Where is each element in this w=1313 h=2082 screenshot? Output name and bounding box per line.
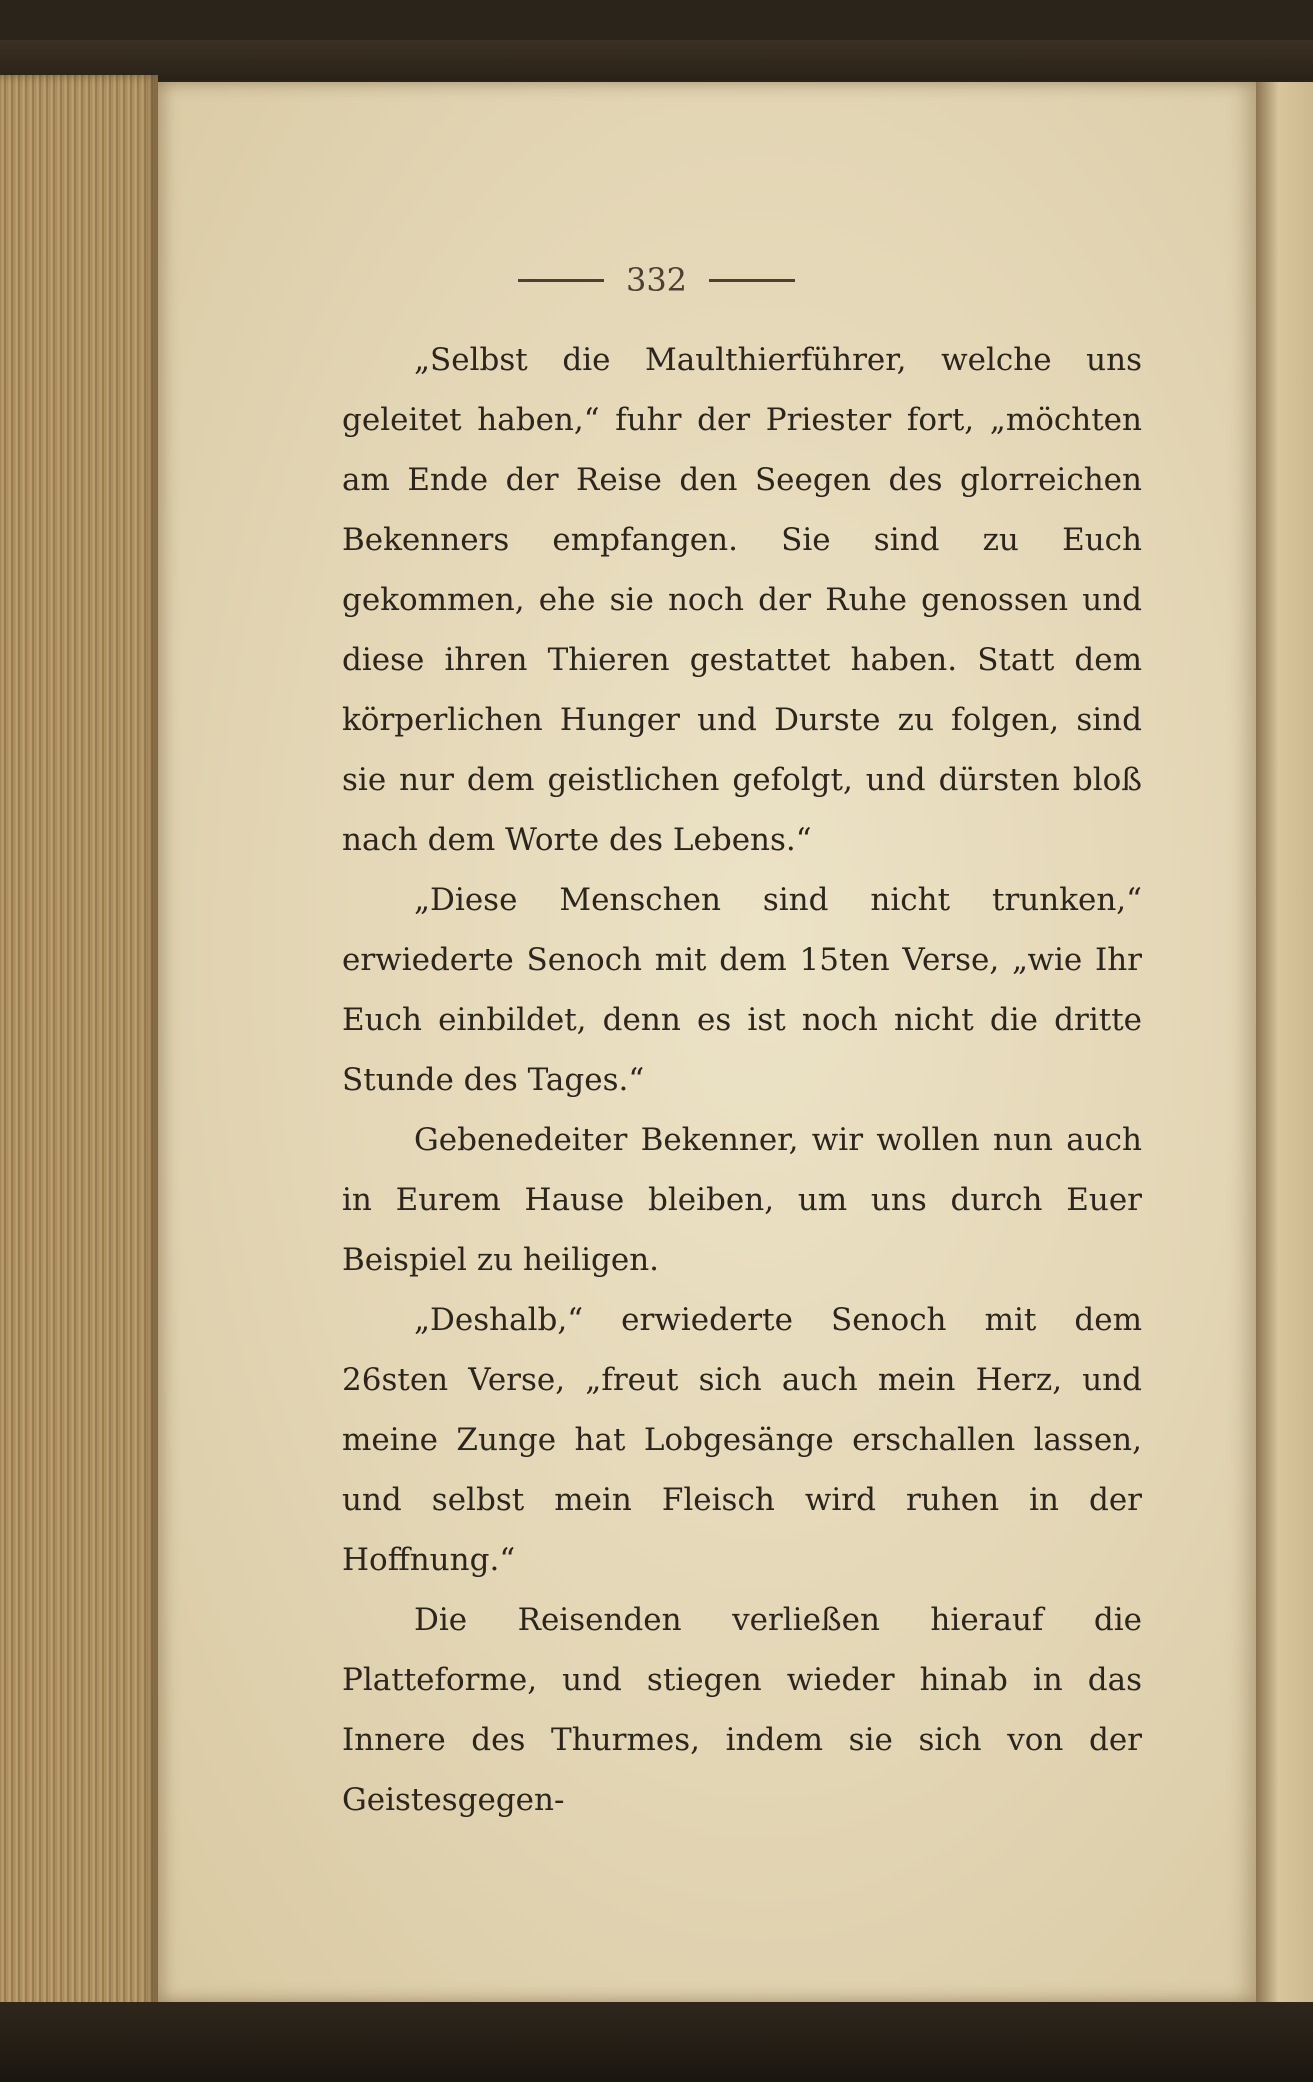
page-text xyxy=(342,330,1142,1830)
book-bottom-edge xyxy=(0,2002,1313,2082)
book-cover-edge xyxy=(0,40,1313,80)
header-rule-left xyxy=(518,279,604,282)
page-gutter xyxy=(1256,82,1313,2002)
paragraph: „Selbst die Maulthierführer, welche uns geleitet haben,“ fuhr der Priester fort, „möchten am Ende der Reise den Seegen des glorreichen Bekenners empfangen. Sie sind zu Euch gekommen, ehe sie noch der Ruhe genossen und diese ihren Thieren gestattet haben. Statt dem körperlichen Hunger und Durste zu folgen, sind sie nur dem geistlichen gefolgt, und dürsten bloß nach dem Worte des Lebens.“ xyxy=(342,342,1142,858)
page-stack-edge xyxy=(0,75,158,2035)
paragraph: Die Reisenden verließen hierauf die Platteforme, und stiegen wieder hinab in das Innere des Thurmes, indem sie sich von der Geistesgegen- xyxy=(342,1602,1142,1818)
paragraph: „Deshalb,“ erwiederte Senoch mit dem 26sten Verse, „freut sich auch mein Herz, und meine Zunge hat Lobgesänge erschallen lassen, und selbst mein Fleisch wird ruhen in der Hoffnung.“ xyxy=(342,1302,1142,1578)
paragraph: „Diese Menschen sind nicht trunken,“ erwiederte Senoch mit dem 15ten Verse, „wie Ihr Euch einbildet, denn es ist noch nicht die dritte Stunde des Tages.“ xyxy=(342,882,1142,1098)
paragraph: Gebenedeiter Bekenner, wir wollen nun auch in Eurem Hause bleiben, um uns durch Euer Beispiel zu heiligen. xyxy=(342,1122,1142,1278)
page-number: 332 xyxy=(625,261,688,299)
header-rule-right xyxy=(709,279,795,282)
page-header xyxy=(0,258,1313,302)
